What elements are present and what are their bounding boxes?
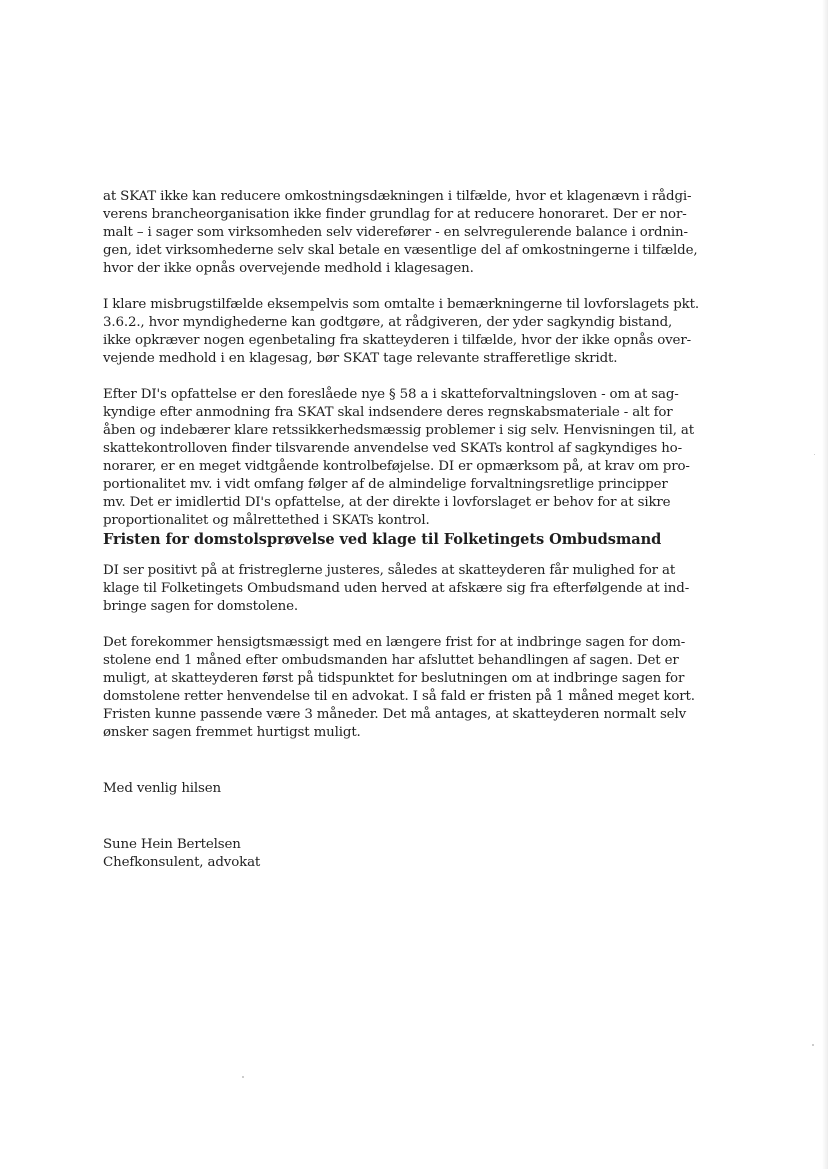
- text-line: at SKAT ikke kan reducere omkostningsdækningen i tilfælde, hvor et klagenævn i rådgi-: [103, 189, 692, 204]
- section-heading: Fristen for domstolsprøvelse ved klage til Folketingets Ombudsmand: [103, 531, 662, 548]
- paragraph-laengere-frist: [103, 634, 703, 742]
- text-line: 3.6.2., hvor myndighederne kan godtgøre, at rådgiveren, der yder sagkyndig bistand,: [103, 315, 673, 330]
- text-line: åben og indebærer klare retssikkerhedsmæssig problemer i sig selv. Henvisningen til, at: [103, 423, 694, 438]
- text-line: vejende medhold i en klagesag, bør SKAT tage relevante strafferetlige skridt.: [103, 351, 618, 366]
- text-line: I klare misbrugstilfælde eksempelvis som omtalte i bemærkningerne til lovforslagets pkt.: [103, 297, 699, 312]
- text-line: klage til Folketingets Ombudsmand uden herved at afskære sig fra efterfølgende at ind-: [103, 581, 690, 596]
- scan-speck: [814, 454, 815, 455]
- text-line: ikke opkræver nogen egenbetaling fra skatteyderen i tilfælde, hvor der ikke opnås over-: [103, 333, 691, 348]
- text-line: DI ser positivt på at fristreglerne justeres, således at skatteyderen får mulighed for at: [103, 563, 676, 578]
- text-line: stolene end 1 måned efter ombudsmanden har afsluttet behandlingen af sagen. Det er: [103, 653, 679, 668]
- text-line: skattekontrolloven finder tilsvarende anvendelse ved SKATs kontrol af sagkyndiges ho-: [103, 441, 682, 456]
- text-line: Efter DI's opfattelse er den foreslåede nye § 58 a i skatteforvaltningsloven - om at sag-: [103, 387, 679, 402]
- text-line: kyndige efter anmodning fra SKAT skal indsendere deres regnskabsmateriale - alt for: [103, 405, 673, 420]
- text-line: norarer, er en meget vidtgående kontrolbeføjelse. DI er opmærksom på, at krav om pro-: [103, 459, 690, 474]
- text-line: hvor der ikke opnås overvejende medhold i klagesagen.: [103, 261, 474, 276]
- text-line: bringe sagen for domstolene.: [103, 599, 298, 614]
- paragraph-paragraf-58a: [103, 386, 703, 530]
- text-line: mv. Det er imidlertid DI's opfattelse, at der direkte i lovforslaget er behov for at sikre: [103, 495, 671, 510]
- paragraph-fristregler: [103, 562, 703, 616]
- letter-body: [103, 188, 703, 872]
- signature-name: Sune Hein Bertelsen: [103, 837, 241, 852]
- text-line: portionalitet mv. i vidt omfang følger af de almindelige forvaltningsretlige principper: [103, 477, 668, 492]
- text-line: gen, idet virksomhederne selv skal betale en væsentlige del af omkostningerne i tilfælde,: [103, 243, 698, 258]
- text-line: domstolene retter henvendelse til en advokat. I så fald er fristen på 1 måned meget kort.: [103, 689, 695, 704]
- signature-title: Chefkonsulent, advokat: [103, 855, 261, 870]
- text-line: Det forekommer hensigtsmæssigt med en længere frist for at indbringe sagen for dom-: [103, 635, 686, 650]
- paragraph-misbrugstilfaelde: [103, 296, 703, 368]
- text-line: verens brancheorganisation ikke finder grundlag for at reducere honoraret. Der er nor-: [103, 207, 687, 222]
- page-edge-shadow: [822, 0, 828, 1169]
- text-line: proportionalitet og målrettethed i SKATs kontrol.: [103, 513, 430, 528]
- paragraph-omkostningsdaekning: [103, 188, 703, 278]
- text-line: Fristen kunne passende være 3 måneder. Det må antages, at skatteyderen normalt selv: [103, 707, 686, 722]
- scan-speck: [242, 1076, 244, 1078]
- text-line: ønsker sagen fremmet hurtigst muligt.: [103, 725, 361, 740]
- closing-salutation: Med venlig hilsen: [103, 781, 222, 796]
- scan-speck: [812, 1044, 814, 1046]
- signature-block: [103, 836, 703, 872]
- text-line: muligt, at skatteyderen først på tidspunktet for beslutningen om at indbringe sagen for: [103, 671, 685, 686]
- text-line: malt – i sager som virksomheden selv viderefører - en selvregulerende balance i ordnin-: [103, 225, 688, 240]
